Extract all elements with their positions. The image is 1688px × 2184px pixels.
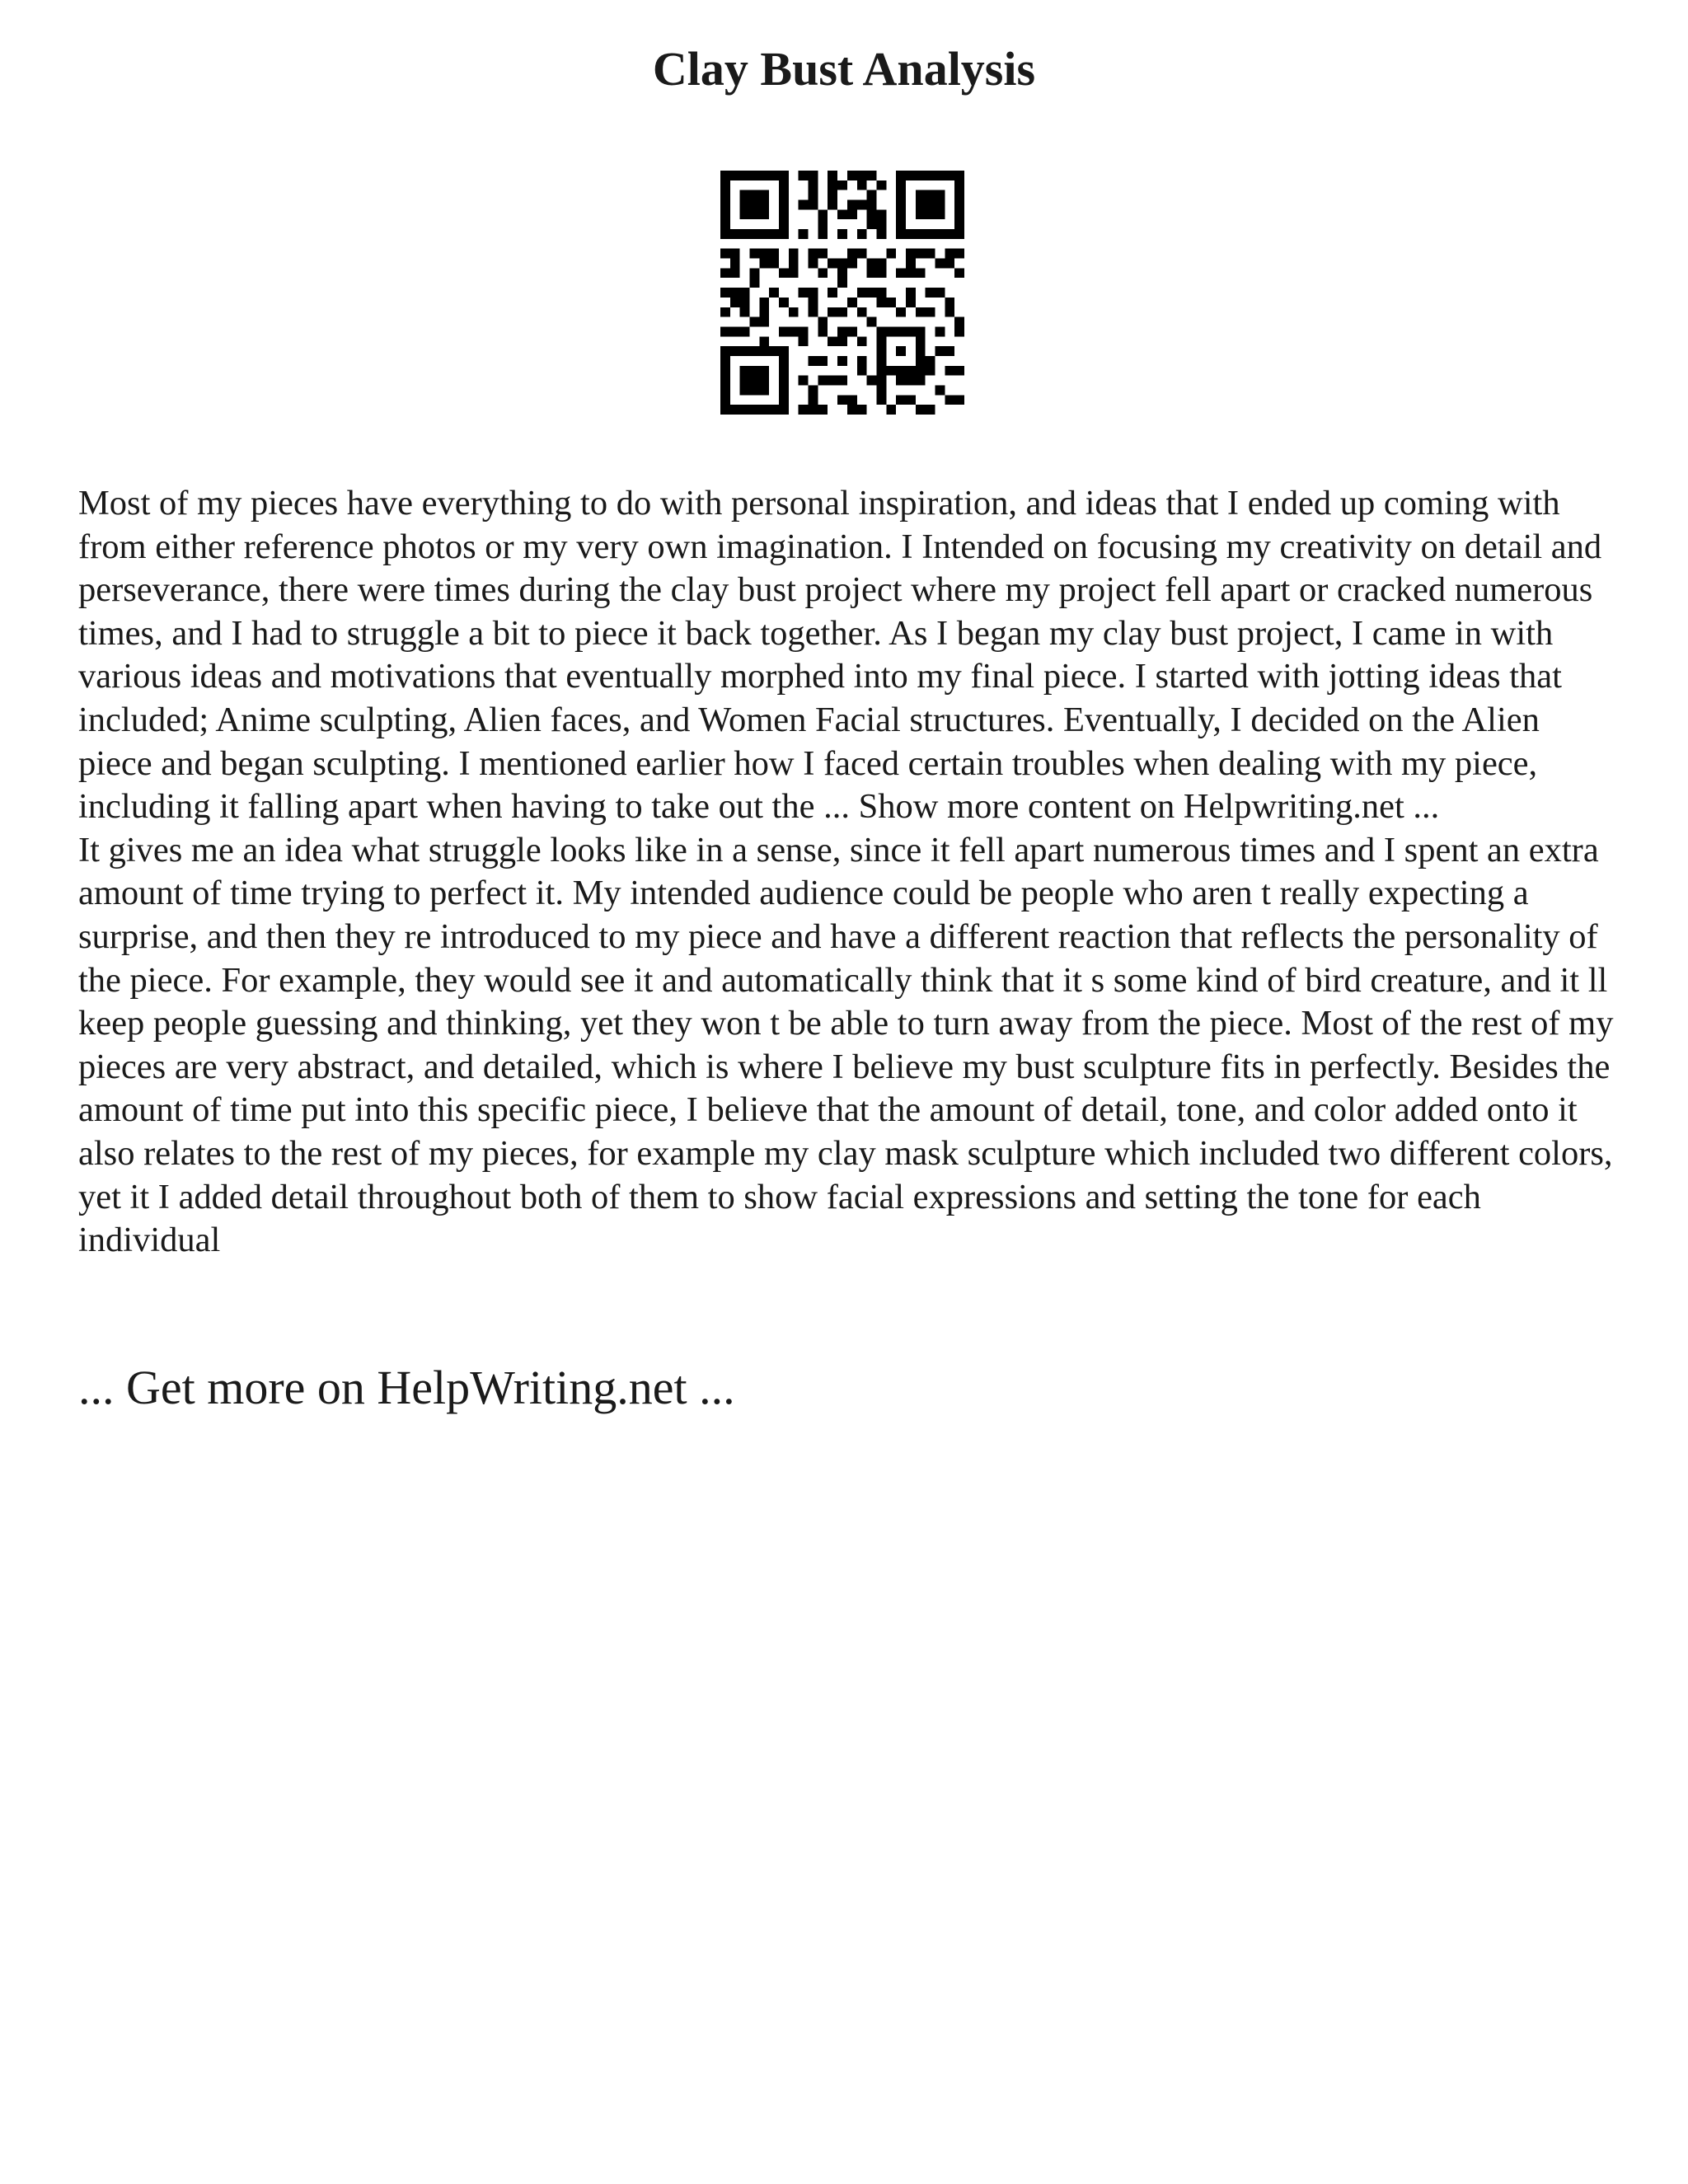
page-title: Clay Bust Analysis [652,42,1036,96]
qr-code-icon [720,171,964,415]
paragraph: Most of my pieces have everything to do with personal inspiration, and ideas that I ended up coming with from either reference photos or my very own imagination. I Intended on focusing my creativity on detail and perseverance, there were times during the clay bust project where my project fell apart or cracked numerous times, and I had to struggle a bit to piece it back together. As I began my clay bust project, I came in with various ideas and motivations that eventually morphed into my final piece. I started with jotting ideas that included; Anime sculpting, Alien faces, and Women Facial structures. Eventually, I decided on the Alien piece and began sculpting. I mentioned earlier how I faced certain troubles when dealing with my piece, including it falling apart when having to take out the ... Show more content on Helpwriting.net ... [78,484,1602,827]
qr-code-graphic [720,171,964,415]
paragraph: It gives me an idea what struggle looks like in a sense, since it fell apart numerous times and I spent an extra amount of time trying to perfect it. My intended audience could be people who aren t really expecting a surprise, and then they re introduced to my piece and have a different reaction that reflects the personality of the piece. For example, they would see it and automatically think that it s some kind of bird creature, and it ll keep people guessing and thinking, yet they won t be able to turn away from the piece. Most of the rest of my pieces are very abstract, and detailed, which is where I believe my bust sculpture fits in perfectly. Besides the amount of time put into this specific piece, I believe that the amount of detail, tone, and color added onto it also relates to the rest of my pieces, for example my clay mask sculpture which included two different colors, yet it I added detail throughout both of them to show facial expressions and setting the tone for each individual [78,830,1614,1260]
get-more-link[interactable]: ... Get more on HelpWriting.net ... [78,1361,735,1414]
article-body [78,482,1620,1263]
